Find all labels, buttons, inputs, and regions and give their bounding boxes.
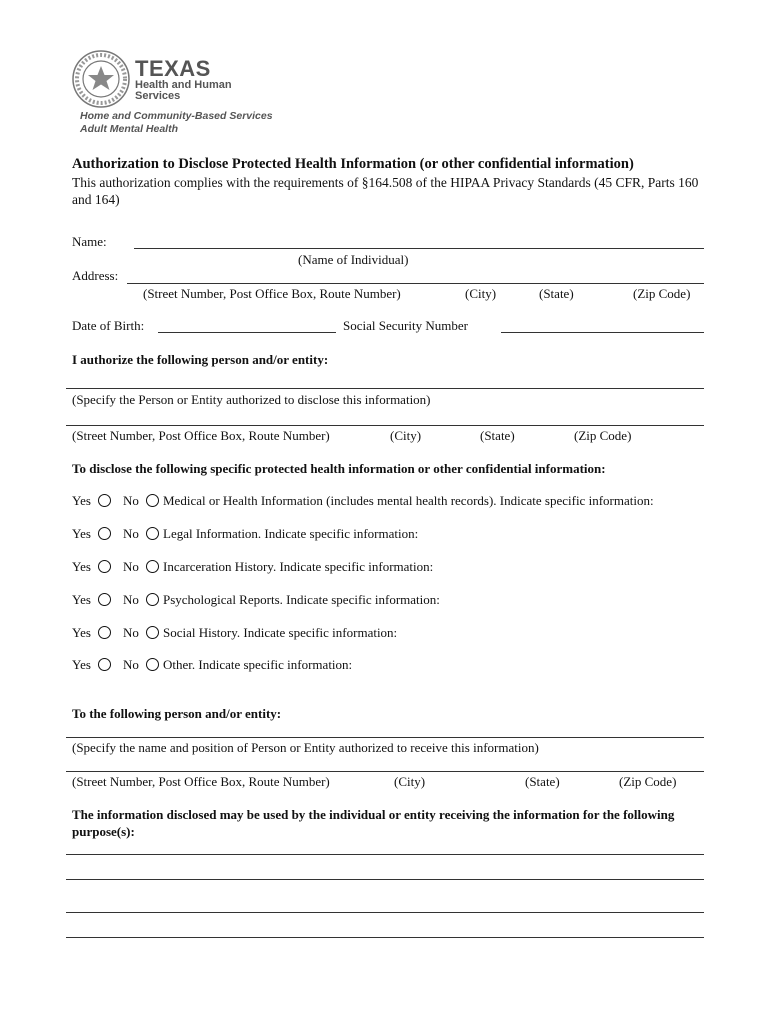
intro-paragraph: This authorization complies with the requirements of §164.508 of the HIPAA Privacy Standards (45 CFR, Parts 160 and 164)	[72, 175, 699, 207]
discloser-heading: I authorize the following person and/or entity:	[72, 352, 329, 367]
no-radio[interactable]	[146, 494, 159, 507]
recipient-street-caption: (Street Number, Post Office Box, Route Number)	[72, 774, 330, 789]
purpose-line-3[interactable]	[66, 912, 704, 913]
recipient-heading: To the following person and/or entity:	[72, 706, 282, 721]
ssn-label: Social Security Number	[343, 318, 468, 333]
purpose-line-4[interactable]	[66, 937, 704, 938]
discloser-zip-caption: (Zip Code)	[574, 428, 632, 443]
address-caption-street: (Street Number, Post Office Box, Route Number)	[143, 286, 401, 301]
recipient-entity-field[interactable]	[66, 737, 704, 738]
no-label: No	[123, 625, 139, 640]
yes-radio[interactable]	[98, 494, 111, 507]
texas-seal-icon	[72, 50, 130, 108]
yes-label: Yes	[72, 526, 91, 541]
logo-program-line1: Home and Community-Based Services	[80, 110, 273, 122]
discloser-entity-caption: (Specify the Person or Entity authorized to disclose this information)	[72, 392, 431, 407]
recipient-address-field[interactable]	[66, 771, 704, 772]
logo-texas: TEXAS	[135, 56, 211, 81]
disclosure-item-label: Incarceration History. Indicate specific information:	[163, 559, 434, 574]
name-caption: (Name of Individual)	[298, 252, 409, 267]
disclosure-heading: To disclose the following specific protected health information or other confidential information:	[72, 461, 606, 476]
disclosure-item-label: Psychological Reports. Indicate specific information:	[163, 592, 440, 607]
no-label: No	[123, 657, 139, 672]
yes-radio[interactable]	[98, 560, 111, 573]
dob-label: Date of Birth:	[72, 318, 145, 333]
no-label: No	[123, 493, 139, 508]
purpose-line-1[interactable]	[66, 854, 704, 855]
logo-agency-line2: Services	[135, 90, 181, 102]
address-caption-zip: (Zip Code)	[633, 286, 691, 301]
name-field[interactable]	[134, 248, 704, 249]
discloser-state-caption: (State)	[480, 428, 515, 443]
yes-radio[interactable]	[98, 593, 111, 606]
no-radio[interactable]	[146, 560, 159, 573]
recipient-city-caption: (City)	[394, 774, 426, 789]
yes-label: Yes	[72, 657, 91, 672]
disclosure-item-label: Legal Information. Indicate specific information:	[163, 526, 419, 541]
recipient-entity-caption: (Specify the name and position of Person or Entity authorized to receive this information)	[72, 740, 539, 755]
logo-agency-line1: Health and Human	[135, 79, 232, 91]
no-radio[interactable]	[146, 658, 159, 671]
purpose-heading: The information disclosed may be used by the individual or entity receiving the information for the following purpose(s):	[72, 807, 675, 839]
purpose-line-2[interactable]	[66, 879, 704, 880]
discloser-address-field[interactable]	[66, 425, 704, 426]
yes-radio[interactable]	[98, 658, 111, 671]
yes-label: Yes	[72, 592, 91, 607]
logo-program	[80, 110, 273, 136]
address-caption-city: (City)	[465, 286, 497, 301]
discloser-entity-field[interactable]	[66, 388, 704, 389]
no-radio[interactable]	[146, 527, 159, 540]
no-radio[interactable]	[146, 626, 159, 639]
logo-program-line2: Adult Mental Health	[80, 123, 179, 135]
disclosure-item-label: Social History. Indicate specific information:	[163, 625, 398, 640]
discloser-street-caption: (Street Number, Post Office Box, Route Number)	[72, 428, 330, 443]
no-radio[interactable]	[146, 593, 159, 606]
no-label: No	[123, 526, 139, 541]
form-title: Authorization to Disclose Protected Health Information (or other confidential information)	[72, 156, 634, 172]
address-label: Address:	[72, 268, 119, 283]
discloser-city-caption: (City)	[390, 428, 422, 443]
no-label: No	[123, 592, 139, 607]
yes-label: Yes	[72, 559, 91, 574]
disclosure-item-label: Other. Indicate specific information:	[163, 657, 353, 672]
yes-radio[interactable]	[98, 527, 111, 540]
dob-field[interactable]	[158, 332, 336, 333]
yes-radio[interactable]	[98, 626, 111, 639]
yes-label: Yes	[72, 625, 91, 640]
logo-agency	[135, 80, 232, 102]
yes-label: Yes	[72, 493, 91, 508]
recipient-state-caption: (State)	[525, 774, 560, 789]
disclosure-item-label: Medical or Health Information (includes mental health records). Indicate specific information:	[163, 493, 654, 508]
ssn-field[interactable]	[501, 332, 704, 333]
recipient-zip-caption: (Zip Code)	[619, 774, 677, 789]
no-label: No	[123, 559, 139, 574]
name-label: Name:	[72, 234, 107, 249]
address-field[interactable]	[127, 283, 704, 284]
address-caption-state: (State)	[539, 286, 574, 301]
